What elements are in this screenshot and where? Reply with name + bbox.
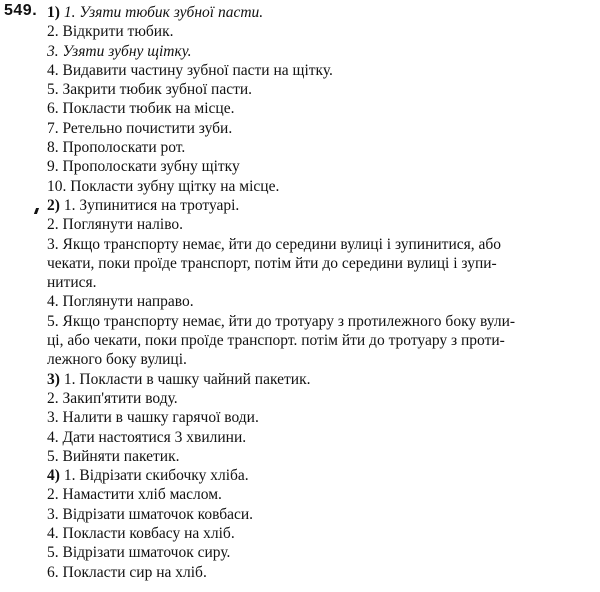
text-line: [47, 389, 595, 408]
task-number: 549.: [4, 2, 38, 19]
text-line: [47, 466, 595, 485]
answer-lines: [47, 3, 595, 582]
line-text: 5. Якщо транспорту немає, йти до тротуару з протилежного боку вули-: [47, 312, 516, 330]
line-text: 2. Поглянути наліво.: [47, 216, 184, 234]
text-line: [47, 3, 595, 22]
line-text: 4. Поглянути направо.: [47, 293, 194, 311]
line-text: 1. Покласти в чашку чайний пакетик.: [63, 370, 311, 388]
text-line: [47, 563, 595, 582]
line-text: 5. Вийняти пакетик.: [47, 447, 180, 465]
text-line: [47, 273, 595, 292]
line-text: 5. Закрити тюбик зубної пасти.: [47, 81, 253, 99]
line-text: нитися.: [47, 274, 97, 292]
text-line: [47, 292, 595, 311]
margin-mark: [34, 208, 39, 214]
line-text: 4. Дати настоятися 3 хвилини.: [47, 428, 247, 446]
text-line: [47, 428, 595, 447]
line-text: 8. Прополоскати рот.: [47, 139, 186, 157]
line-text: 9. Прополоскати зубну щітку: [47, 158, 240, 176]
text-line: [47, 254, 595, 273]
text-line: [47, 157, 595, 176]
line-text: 3. Узяти зубну щітку.: [47, 42, 192, 60]
line-text: 1. Зупинитися на тротуарі.: [63, 196, 240, 214]
line-text: 2. Закип'ятити воду.: [47, 389, 178, 407]
text-line: [47, 312, 595, 331]
text-line: [47, 543, 595, 562]
text-line: [47, 177, 595, 196]
text-line: [47, 505, 595, 524]
part-label: 1): [47, 4, 60, 21]
part-label: 4): [47, 467, 60, 485]
text-line: [47, 350, 595, 369]
line-text: 2. Намастити хліб маслом.: [47, 486, 222, 504]
line-text: 6. Покласти тюбик на місце.: [47, 100, 235, 118]
line-text: 10. Покласти зубну щітку на місце.: [47, 177, 280, 195]
text-line: [47, 138, 595, 157]
text-line: [47, 235, 595, 254]
text-line: [47, 22, 595, 41]
text-line: [47, 408, 595, 427]
line-text: 7. Ретельно почистити зуби.: [47, 119, 233, 137]
line-text: 6. Покласти сир на хліб.: [47, 563, 207, 581]
line-text: 5. Відрізати шматочок сиру.: [47, 544, 231, 562]
text-line: [47, 485, 595, 504]
line-text: ці, або чекати, поки проїде транспорт. потім йти до тротуару з проти-: [47, 332, 505, 350]
text-line: [47, 215, 595, 234]
line-text: 1. Відрізати скибочку хліба.: [63, 467, 249, 485]
part-label: 3): [47, 370, 60, 388]
text-line: [47, 119, 595, 138]
text-line: [47, 447, 595, 466]
part-label: 2): [47, 196, 60, 214]
line-text: 1. Узяти тюбик зубної пасти.: [63, 4, 264, 21]
line-text: 3. Налити в чашку гарячої води.: [47, 409, 259, 427]
text-line: [47, 524, 595, 543]
line-text: 4. Покласти ковбасу на хліб.: [47, 525, 235, 543]
text-line: [47, 331, 595, 350]
text-line: [47, 42, 595, 61]
text-line: [47, 99, 595, 118]
text-line: [47, 370, 595, 389]
line-text: 3. Відрізати шматочок ковбаси.: [47, 505, 254, 523]
line-text: 2. Відкрити тюбик.: [47, 23, 174, 41]
line-text: чекати, поки проїде транспорт, потім йти до середини вулиці і зупи-: [47, 254, 497, 272]
line-text: лежного боку вулиці.: [47, 351, 187, 369]
line-text: 4. Видавити частину зубної пасти на щітку.: [47, 61, 333, 79]
line-text: 3. Якщо транспорту немає, йти до середини вулиці і зупинитися, або: [47, 235, 502, 253]
text-line: [47, 61, 595, 80]
text-line: [47, 196, 595, 215]
text-line: [47, 80, 595, 99]
